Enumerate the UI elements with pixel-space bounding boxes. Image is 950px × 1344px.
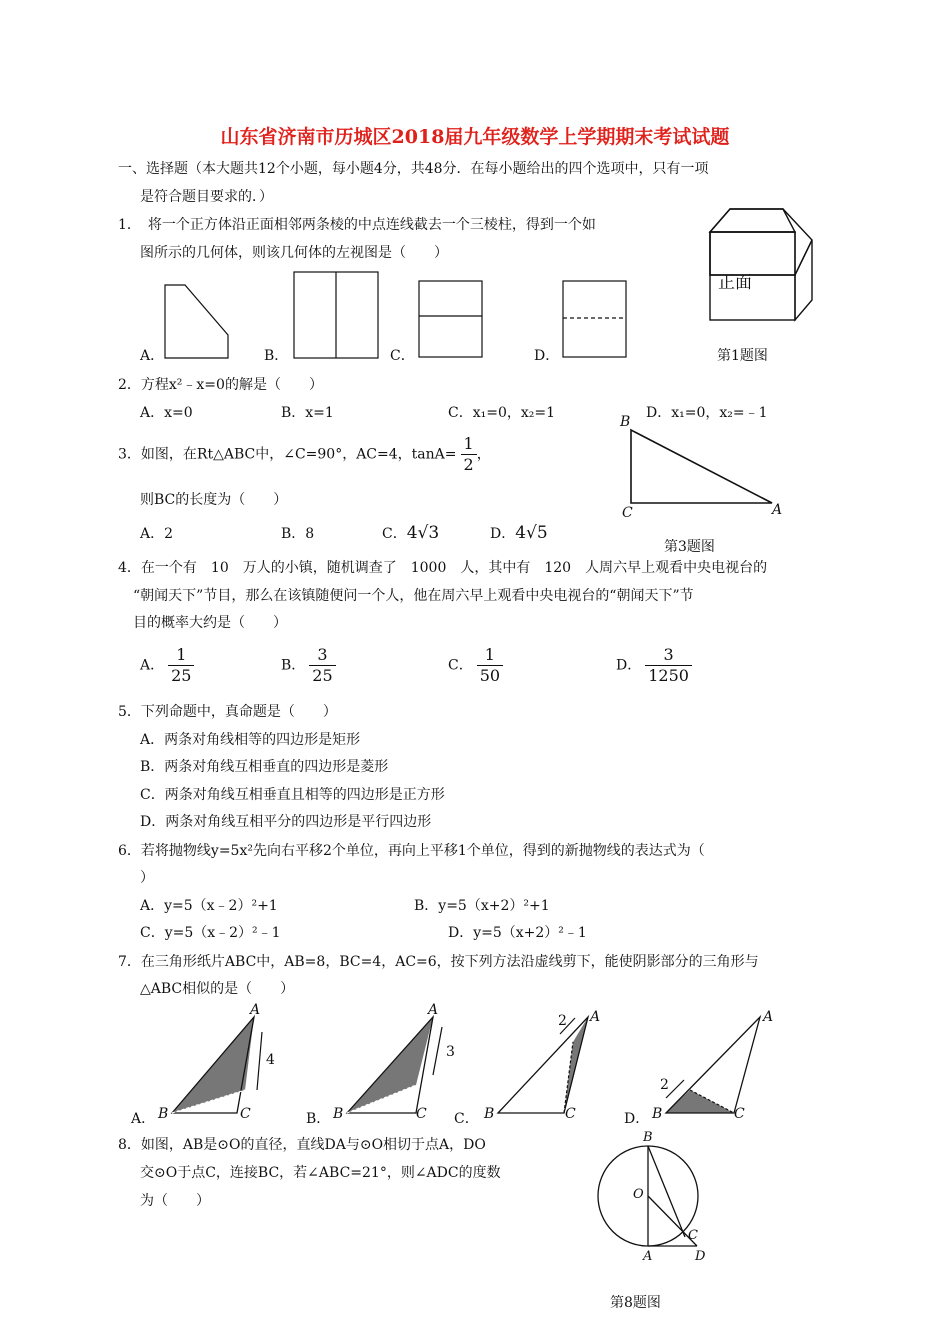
q4-line2: “朝闻天下”节目，那么在该镇随便问一个人，他在周六早上观看中央电视台的“朝闻天下”节: [133, 588, 694, 604]
q4-line3: 目的概率大约是（ ）: [133, 615, 287, 631]
q8-line3: 为（ ）: [140, 1193, 210, 1209]
q5-option-c: C．两条对角线互相垂直且相等的四边形是正方形: [140, 787, 445, 803]
q4-option-d-label: D．: [616, 657, 642, 674]
q7a-label-a: A: [250, 1002, 261, 1018]
q3-option-c-value: 4√3: [406, 523, 440, 543]
q8-label-d: D: [695, 1249, 706, 1264]
q3-label-b: B: [620, 414, 631, 430]
q2-option-d: D．x₁=0，x₂=﹣1: [646, 405, 768, 421]
q1-option-d: D．: [534, 348, 560, 364]
q3-label-a: A: [772, 502, 783, 518]
q3-stem-end: ，: [476, 446, 491, 463]
q1-line2: 图所示的几何体，则该几何体的左视图是（ ）: [140, 245, 448, 261]
q3-option-d-value: 4√5: [515, 523, 548, 543]
q1-face-label: 正面: [718, 273, 752, 293]
q3-option-a: A．2: [140, 526, 174, 542]
q7b-label-b: B: [333, 1106, 344, 1122]
q2-option-a: A．x=0: [140, 405, 193, 421]
q1-figure-caption: 第1题图: [717, 348, 768, 364]
q7b-label-a: A: [428, 1002, 439, 1018]
q4-a-num: 1: [168, 645, 194, 666]
q8-label-b: B: [643, 1130, 653, 1145]
q3-label-c: C: [622, 505, 633, 521]
q7a-label-c: C: [240, 1106, 251, 1122]
q1-option-c: C．: [390, 348, 415, 364]
q2-option-b: B．x=1: [281, 405, 334, 421]
q7-option-b: B．: [306, 1111, 331, 1127]
q5-option-a: A．两条对角线相等的四边形是矩形: [140, 732, 361, 748]
q4-d-den: 1250: [648, 666, 689, 685]
q4-option-c-label: C．: [448, 657, 473, 674]
q7c-label-b: B: [484, 1106, 495, 1122]
q3-frac-den: 2: [463, 455, 474, 474]
q7b-label-c: C: [416, 1106, 427, 1122]
q6-line2: ）: [140, 870, 154, 886]
q6-option-d: D．y=5（x+2）²﹣1: [448, 925, 587, 941]
q7d-label-b: B: [652, 1106, 663, 1122]
q4-option-a-label: A．: [140, 657, 165, 674]
q7d-label-a: A: [763, 1009, 774, 1025]
q8-line1: 8．如图，AB是⊙O的直径，直线DA与⊙O相切于点A，DO: [118, 1137, 486, 1153]
q1-line1: 1． 将一个正方体沿正面相邻两条棱的中点连线截去一个三棱柱，得到一个如: [118, 217, 596, 233]
q5-option-b: B．两条对角线互相垂直的四边形是菱形: [140, 759, 389, 775]
q3-stem-text: 3．如图，在Rt△ABC中，∠C=90°，AC=4，tanA=: [118, 446, 457, 463]
q6-option-c: C．y=5（x﹣2）²﹣1: [140, 925, 281, 941]
q8-label-c: C: [688, 1228, 698, 1243]
q8-label-a: A: [643, 1249, 653, 1264]
q8-label-o: O: [633, 1187, 644, 1202]
q1-option-b: B．: [264, 348, 289, 364]
q8-figure-caption: 第8题图: [610, 1295, 661, 1311]
q6-option-b: B．y=5（x+2）²+1: [414, 898, 550, 914]
section-heading-cont: 是符合题目要求的．）: [140, 189, 273, 205]
q3-line2: 则BC的长度为（ ）: [140, 492, 288, 508]
q7c-label-c: C: [565, 1106, 576, 1122]
q4-d-num: 3: [645, 645, 692, 666]
section-heading: 一、选择题（本大题共12个小题，每小题4分，共48分．在每小题给出的四个选项中，只有一项: [118, 161, 709, 177]
q7a-label-b: B: [158, 1106, 169, 1122]
q3-frac-num: 1: [461, 434, 477, 455]
q7-option-a: A．: [131, 1111, 156, 1127]
q8-line2: 交⊙O于点C，连接BC，若∠ABC=21°，则∠ADC的度数: [140, 1165, 501, 1181]
q7d-label-c: C: [734, 1106, 745, 1122]
q7c-label-a: A: [590, 1009, 601, 1025]
q1-option-a: A．: [140, 348, 165, 364]
q5-stem: 5．下列命题中，真命题是（ ）: [118, 704, 337, 720]
q7b-length: 3: [446, 1044, 455, 1060]
q2-stem: 2．方程x²﹣x=0的解是（ ）: [118, 377, 323, 393]
q4-a-den: 25: [171, 666, 192, 685]
q5-option-d: D．两条对角线互相平分的四边形是平行四边形: [140, 814, 432, 830]
q7-option-c: C．: [454, 1111, 479, 1127]
q7-line2: △ABC相似的是（ ）: [140, 981, 295, 997]
q4-b-den: 25: [312, 666, 333, 685]
q4-c-num: 1: [477, 645, 503, 666]
q6-option-a: A．y=5（x﹣2）²+1: [140, 898, 278, 914]
q7-line1: 7．在三角形纸片ABC中，AB=8，BC=4，AC=6，按下列方法沿虚线剪下，能使阴影部分的三角形与: [118, 954, 759, 970]
q7-option-d: D．: [624, 1111, 650, 1127]
q7a-length: 4: [266, 1052, 275, 1068]
q3-option-d-label: D．: [490, 526, 516, 542]
page-title: 山东省济南市历城区2018届九年级数学上学期期末考试试题: [220, 126, 730, 148]
q2-option-c: C．x₁=0，x₂=1: [448, 405, 556, 421]
q4-c-den: 50: [479, 666, 501, 685]
q3-option-b: B．8: [281, 526, 315, 542]
q7c-length: 2: [558, 1013, 567, 1029]
q4-b-num: 3: [309, 645, 335, 666]
q6-line1: 6．若将抛物线y=5x²先向右平移2个单位，再向上平移1个单位，得到的新抛物线的表达式为（: [118, 843, 705, 859]
q3-figure-caption: 第3题图: [664, 539, 715, 555]
q7d-length: 2: [660, 1077, 669, 1093]
q4-option-b-label: B．: [281, 657, 306, 674]
q4-line1: 4．在一个有 10 万人的小镇，随机调查了 1000 人，其中有 120 人周六早上观看中央电视台的: [118, 560, 768, 576]
q3-option-c-label: C．: [382, 526, 407, 542]
